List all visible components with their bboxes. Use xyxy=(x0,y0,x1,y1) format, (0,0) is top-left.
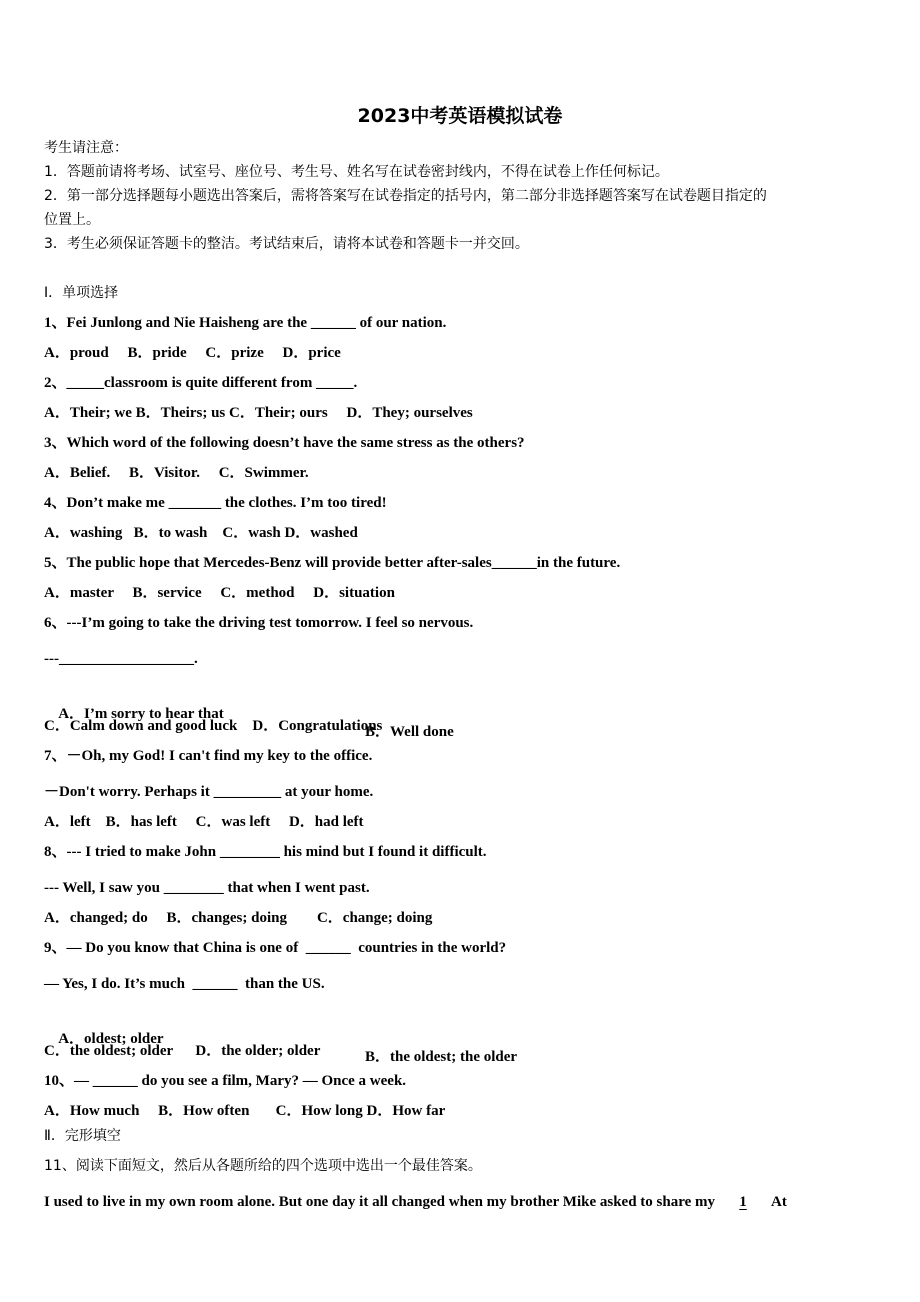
page-title: 2023中考英语模拟试卷 xyxy=(357,105,563,127)
dialogue-line: — Yes, I do. It’s much ______ than the US. xyxy=(44,976,325,992)
options-line: C．Calm down and good luck D．Congratulations xyxy=(44,718,383,734)
options-line: C．the oldest; older D．the older; older xyxy=(44,1043,321,1059)
options-line: A．master B．service C．method D．situation xyxy=(44,585,395,601)
notice-heading: 考生请注意： xyxy=(44,140,128,156)
option-a: A．I’m sorry to hear that xyxy=(58,706,224,722)
dialogue-line: －Don't worry. Perhaps it _________ at your home. xyxy=(44,784,374,800)
notice-item: 3．考生必须保证答题卡的整洁。考试结束后，请将本试卷和答题卡一并交回。 xyxy=(44,236,529,252)
question-line: 10、— ______ do you see a film, Mary? — Once a week. xyxy=(44,1073,407,1089)
question-line: 9、— Do you know that China is one of ______ countries in the world? xyxy=(44,940,507,956)
notice-item: 1．答题前请将考场、试室号、座位号、考生号、姓名写在试卷密封线内，不得在试卷上作任何标记。 xyxy=(44,164,669,180)
notice-item: 位置上。 xyxy=(44,212,100,228)
notice-item: 2．第一部分选择题每小题选出答案后，需将答案写在试卷指定的括号内，第二部分非选择题答案写在试卷题目指定的 xyxy=(44,188,767,204)
question-line: 5、The public hope that Mercedes-Benz will provide better after-sales______in the future. xyxy=(44,555,621,571)
option-b: B．the oldest; the older xyxy=(365,1049,518,1065)
options-line: A．left B．has left C．was left D．had left xyxy=(44,814,364,830)
option-b: B．Well done xyxy=(365,724,454,740)
question-line: 7、－Oh, my God! I can't find my key to the office. xyxy=(44,748,373,764)
options-line: A．washing B．to wash C．wash D．washed xyxy=(44,525,358,541)
instruction-line: 11、阅读下面短文，然后从各题所给的四个选项中选出一个最佳答案。 xyxy=(44,1158,482,1174)
options-line: A．Belief. B．Visitor. C．Swimmer. xyxy=(44,465,309,481)
question-line: 8、--- I tried to make John ________ his mind but I found it difficult. xyxy=(44,844,487,860)
question-line: 6、---I’m going to take the driving test tomorrow. I feel so nervous. xyxy=(44,615,474,631)
option-a: A．oldest; older xyxy=(58,1031,164,1047)
dialogue-line: ---__________________. xyxy=(44,651,198,667)
passage-text: I used to live in my own room alone. But one day it all changed when my brother Mike asked to share my xyxy=(44,1194,716,1210)
question-line: 3、Which word of the following doesn’t have the same stress as the others? xyxy=(44,435,525,451)
section-heading: Ⅰ．单项选择 xyxy=(44,285,119,301)
question-line: 2、_____classroom is quite different from _____. xyxy=(44,375,358,391)
options-line: A．proud B．pride C．prize D．price xyxy=(44,345,341,361)
dialogue-line: --- Well, I saw you ________ that when I went past. xyxy=(44,880,370,896)
blank-number: 1 xyxy=(739,1194,747,1210)
passage-text: At xyxy=(771,1194,787,1210)
section-heading: Ⅱ．完形填空 xyxy=(44,1128,121,1144)
options-line: A．Their; we B．Theirs; us C．Their; ours D．They; ourselves xyxy=(44,405,473,421)
passage-line xyxy=(44,1193,787,1211)
question-line: 1、Fei Junlong and Nie Haisheng are the ______ of our nation. xyxy=(44,315,447,331)
options-line: A．How much B．How often C．How long D．How far xyxy=(44,1103,446,1119)
options-line: A．changed; do B．changes; doing C．change; doing xyxy=(44,910,433,926)
question-line: 4、Don’t make me _______ the clothes. I’m too tired! xyxy=(44,495,387,511)
